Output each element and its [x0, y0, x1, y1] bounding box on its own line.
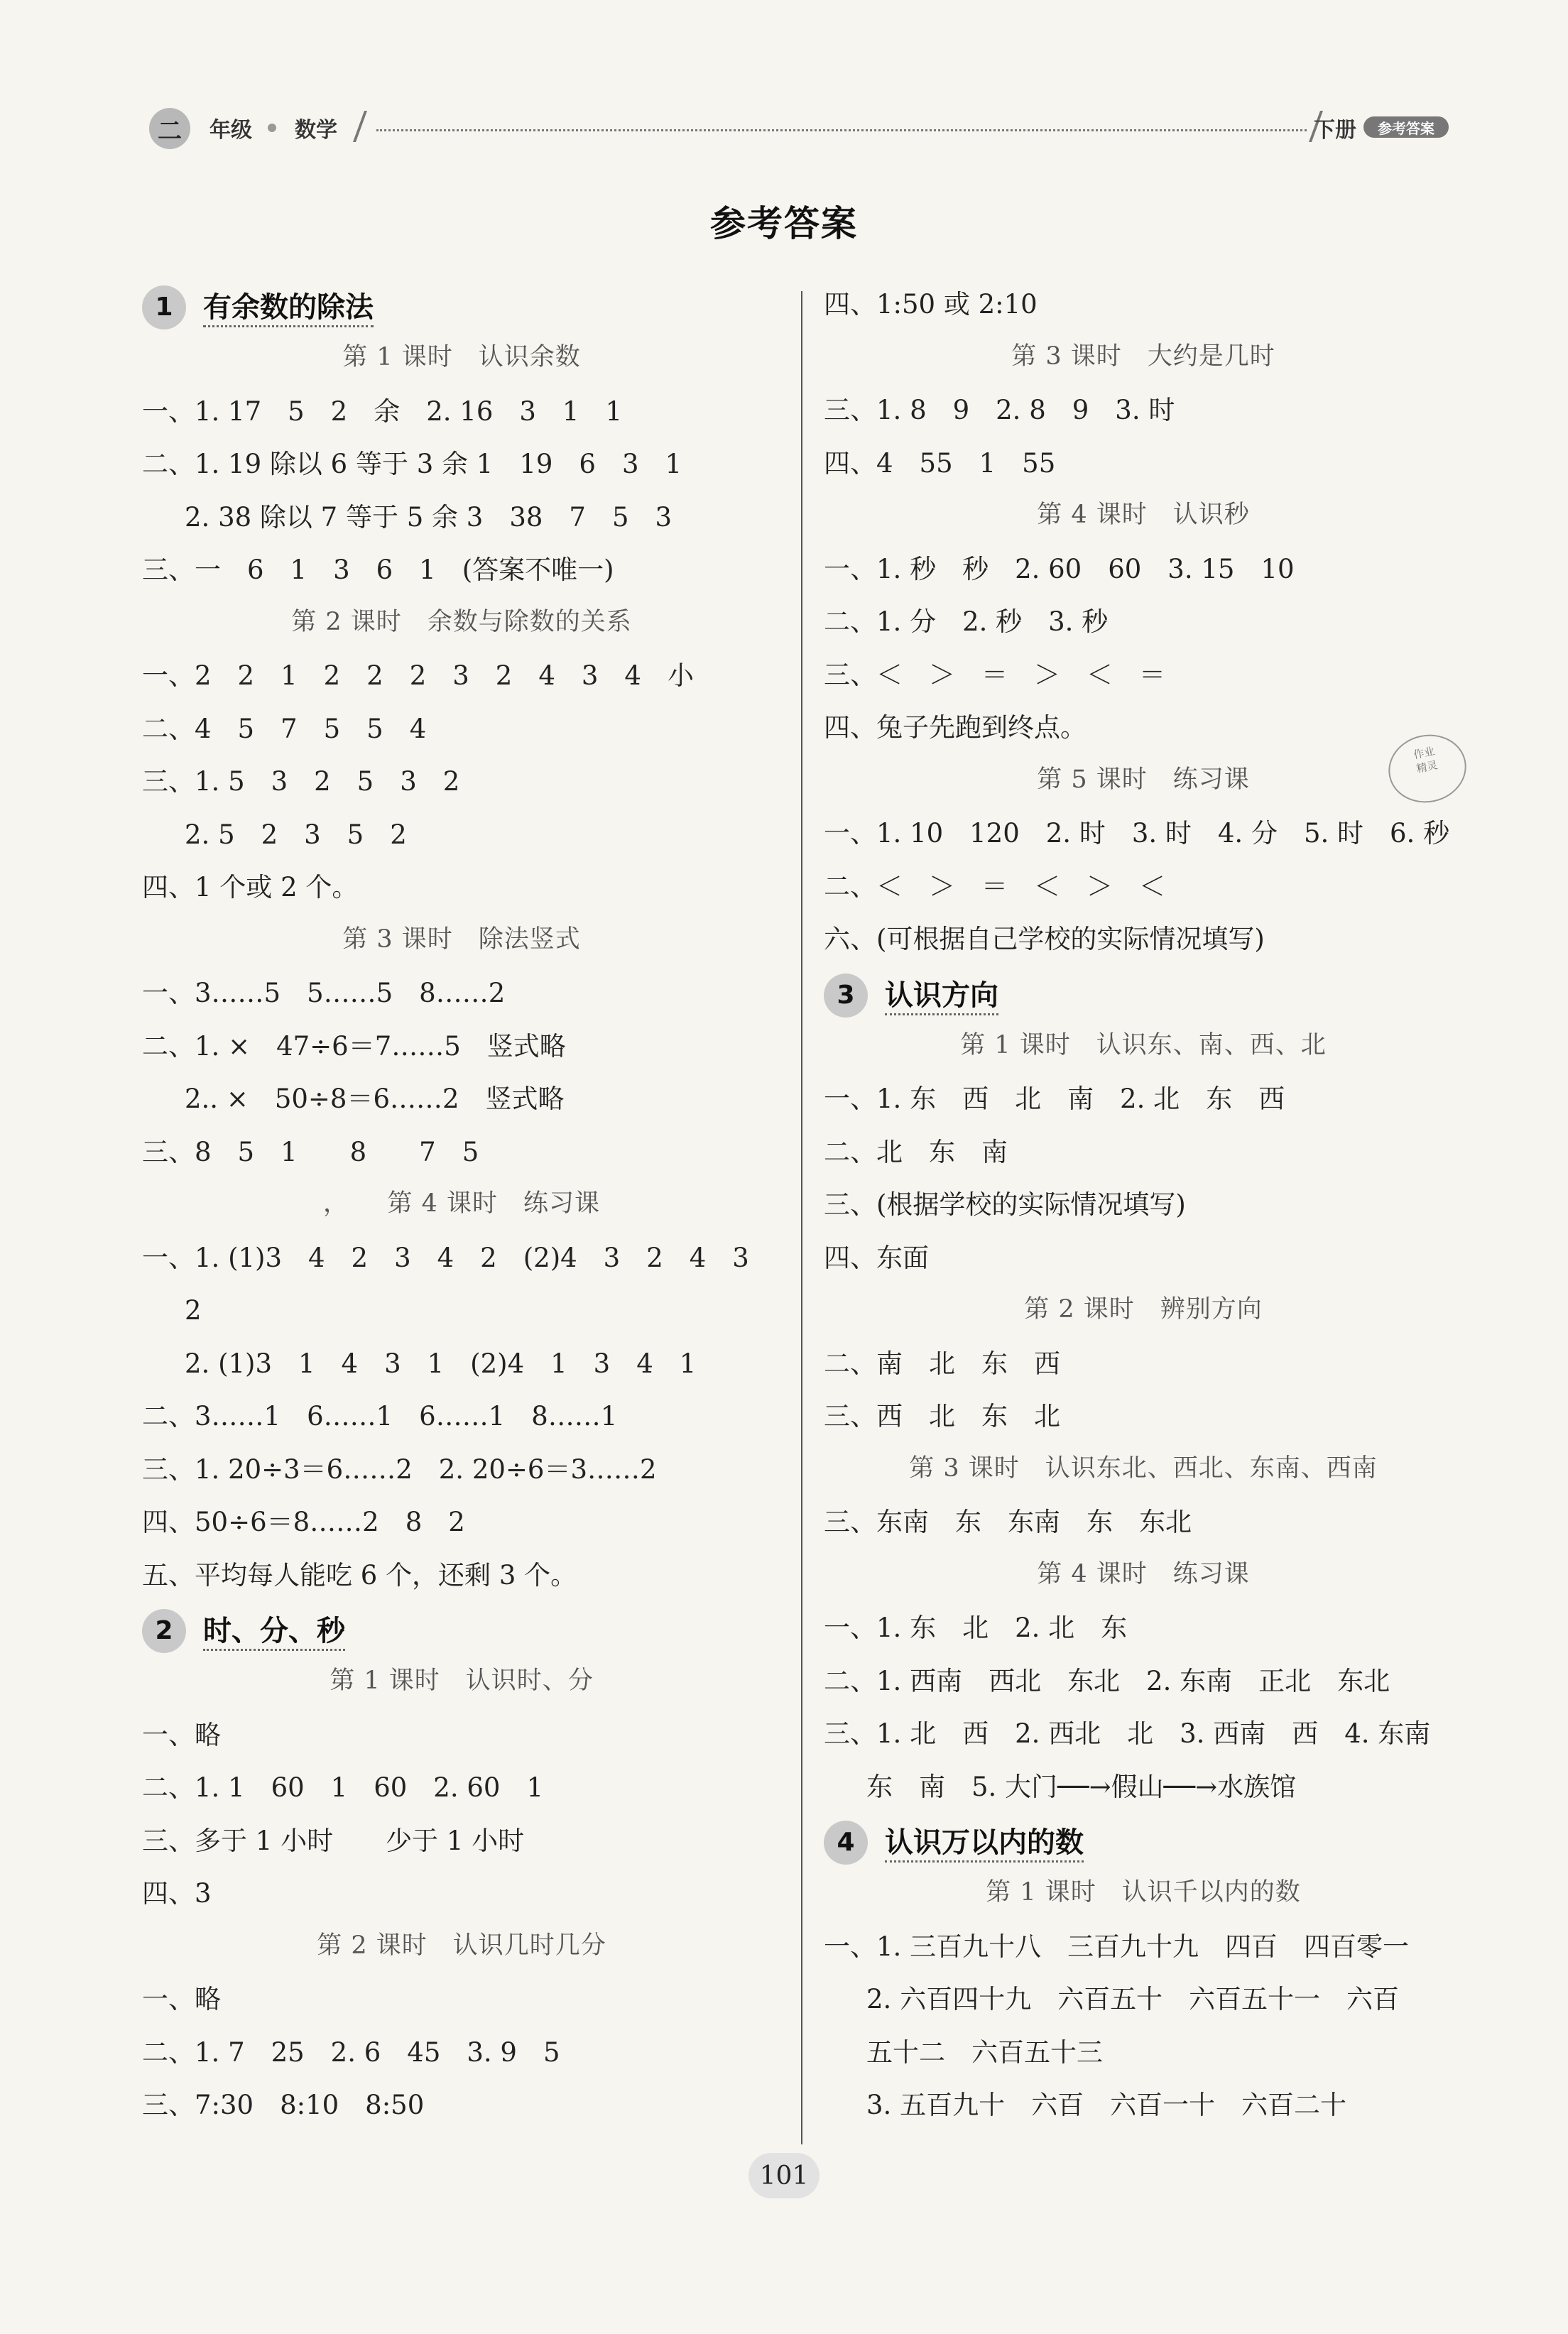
- answer-line: 2. (1)3 1 4 3 1 (2)4 1 3 4 1: [185, 1348, 697, 1379]
- grade-label: 年级: [209, 118, 252, 143]
- section-title: 认识万以内的数: [885, 1826, 1084, 1863]
- lesson-heading: 第 1 课时 认识千以内的数: [986, 1878, 1301, 1907]
- page-number: 101: [748, 2153, 820, 2198]
- answer-line: 四、1:50 或 2:10: [824, 289, 1038, 320]
- lesson-heading: 第 1 课时 认识余数: [342, 343, 581, 371]
- answer-line: 四、4 55 1 55: [824, 447, 1056, 479]
- header-slash-left: [353, 111, 367, 142]
- answer-line: 三、1. 8 9 2. 8 9 3. 时: [824, 395, 1175, 425]
- answers-badge: 参考答案: [1363, 116, 1449, 138]
- section-heading: [142, 1609, 345, 1653]
- answer-line: 2. 六百四十九 六百五十 六百五十一 六百: [866, 1984, 1400, 2014]
- answer-line: 二、1. 分 2. 秒 3. 秒: [824, 606, 1109, 637]
- separator-dot: [268, 124, 276, 132]
- section-heading: [824, 1821, 1084, 1865]
- answer-line: 三、＜ ＞ ＝ ＞ ＜ ＝: [824, 659, 1165, 690]
- answer-line: 三、1. 5 3 2 5 3 2: [142, 766, 460, 797]
- lesson-heading: 第 5 课时 练习课: [1037, 765, 1250, 794]
- answer-line: 四、50÷6＝8……2 8 2: [142, 1507, 465, 1537]
- answer-line: 东 南 5. 大门──→假山──→水族馆: [866, 1771, 1297, 1802]
- answer-line: 3. 五百九十 六百 六百一十 六百二十: [866, 2090, 1347, 2120]
- lesson-heading: 第 2 课时 余数与除数的关系: [291, 607, 632, 636]
- lesson-heading: 第 2 课时 辨别方向: [1024, 1295, 1263, 1324]
- answer-line: 2: [185, 1295, 202, 1326]
- answer-line: 一、1. (1)3 4 2 3 4 2 (2)4 3 2 4 3: [142, 1242, 749, 1273]
- section-title: 认识方向: [885, 979, 998, 1015]
- lesson-heading: 第 3 课时 大约是几时: [1011, 342, 1275, 371]
- lesson-heading: 第 4 课时 练习课: [1037, 1559, 1250, 1588]
- answer-line: 二、1. 7 25 2. 6 45 3. 9 5: [142, 2036, 560, 2068]
- answer-line: 二、1. × 47÷6＝7……5 竖式略: [142, 1030, 566, 1062]
- watermark-stamp: 作业 精灵: [1382, 728, 1472, 810]
- answer-line: 二、1. 1 60 1 60 2. 60 1: [142, 1772, 543, 1803]
- answer-line: 一、3……5 5……5 8……2: [142, 978, 506, 1008]
- answer-line: 四、东面: [824, 1242, 929, 1273]
- answer-line: 二、1. 西南 西北 东北 2. 东南 正北 东北: [824, 1665, 1390, 1696]
- answer-line: 一、1. 东 北 2. 北 东: [824, 1613, 1128, 1643]
- lesson-heading: 第 1 课时 认识时、分: [330, 1667, 594, 1695]
- answer-line: 一、1. 10 120 2. 时 3. 时 4. 分 5. 时 6. 秒: [824, 818, 1450, 849]
- answer-line: 四、兔子先跑到终点。: [824, 712, 1087, 743]
- section-number: 4: [824, 1821, 868, 1865]
- answer-line: 2. 38 除以 7 等于 5 余 3 38 7 5 3: [185, 501, 673, 533]
- column-divider: [801, 291, 802, 2144]
- answer-line: 六、(可根据自己学校的实际情况填写): [824, 924, 1265, 954]
- answer-line: 四、3: [142, 1878, 212, 1909]
- lesson-heading: 第 2 课时 认识几时几分: [317, 1931, 606, 1960]
- lesson-heading: 第 3 课时 认识东北、西北、东南、西南: [909, 1454, 1378, 1483]
- section-title: 时、分、秒: [203, 1615, 345, 1651]
- answer-line: 二、北 东 南: [824, 1136, 1008, 1167]
- answer-line: 2. 5 2 3 5 2: [185, 819, 407, 850]
- answer-line: 三、1. 北 西 2. 西北 北 3. 西南 西 4. 东南: [824, 1718, 1431, 1749]
- answer-line: 三、一 6 1 3 6 1 (答案不唯一): [142, 555, 614, 585]
- page-title: 参考答案: [710, 203, 858, 244]
- answer-line: 三、(根据学校的实际情况填写): [824, 1189, 1186, 1220]
- section-number: 2: [142, 1609, 186, 1653]
- answer-line: 三、7:30 8:10 8:50: [142, 2090, 425, 2120]
- answer-line: 一、2 2 1 2 2 2 3 2 4 3 4 小: [142, 660, 694, 691]
- answer-line: 三、东南 东 东南 东 东北: [824, 1507, 1192, 1537]
- section-title: 有余数的除法: [203, 291, 374, 327]
- answer-line: 五十二 六百五十三: [866, 2036, 1103, 2068]
- answer-line: 一、1. 秒 秒 2. 60 60 3. 15 10: [824, 553, 1295, 584]
- answer-line: 二、1. 19 除以 6 等于 3 余 1 19 6 3 1: [142, 449, 682, 479]
- lesson-heading: ， 第 4 课时 练习课: [322, 1189, 601, 1218]
- answer-line: 2.. × 50÷8＝6……2 竖式略: [185, 1084, 565, 1114]
- section-heading: [142, 285, 374, 329]
- answer-line: 一、1. 东 西 北 南 2. 北 东 西: [824, 1084, 1285, 1114]
- lesson-heading: 第 1 课时 认识东、南、西、北: [960, 1030, 1327, 1059]
- answer-line: 五、平均每人能吃 6 个，还剩 3 个。: [142, 1559, 577, 1591]
- answer-line: 三、西 北 东 北: [824, 1401, 1060, 1432]
- answer-line: 四、1 个或 2 个。: [142, 872, 359, 902]
- answer-line: 三、多于 1 小时 少于 1 小时: [142, 1825, 525, 1856]
- section-heading: [824, 974, 998, 1018]
- answer-line: 二、3……1 6……1 6……1 8……1: [142, 1401, 618, 1432]
- answer-line: 一、1. 三百九十八 三百九十九 四百 四百零一: [824, 1931, 1410, 1962]
- answer-line: 一、1. 17 5 2 余 2. 16 3 1 1: [142, 396, 622, 427]
- subject-label: 数学: [295, 118, 337, 143]
- section-number: 1: [142, 285, 186, 329]
- answer-line: 二、4 5 7 5 5 4: [142, 713, 427, 744]
- answer-line: 三、1. 20÷3＝6……2 2. 20÷6＝3……2: [142, 1454, 657, 1485]
- lesson-heading: 第 3 课时 除法竖式: [342, 925, 581, 954]
- answer-line: 一、略: [142, 1984, 221, 2014]
- section-number: 3: [824, 974, 868, 1018]
- page-header: [142, 107, 1449, 156]
- answer-line: 三、8 5 1 8 7 5: [142, 1136, 479, 1167]
- answer-line: 二、＜ ＞ ＝ ＜ ＞ ＜: [824, 871, 1165, 902]
- volume-label: 下册: [1314, 118, 1356, 143]
- lesson-heading: 第 4 课时 认识秒: [1037, 501, 1250, 529]
- header-rule: [376, 129, 1307, 131]
- answer-line: 二、南 北 东 西: [824, 1348, 1060, 1379]
- grade-badge: 二: [149, 108, 190, 149]
- answer-line: 一、略: [142, 1719, 221, 1750]
